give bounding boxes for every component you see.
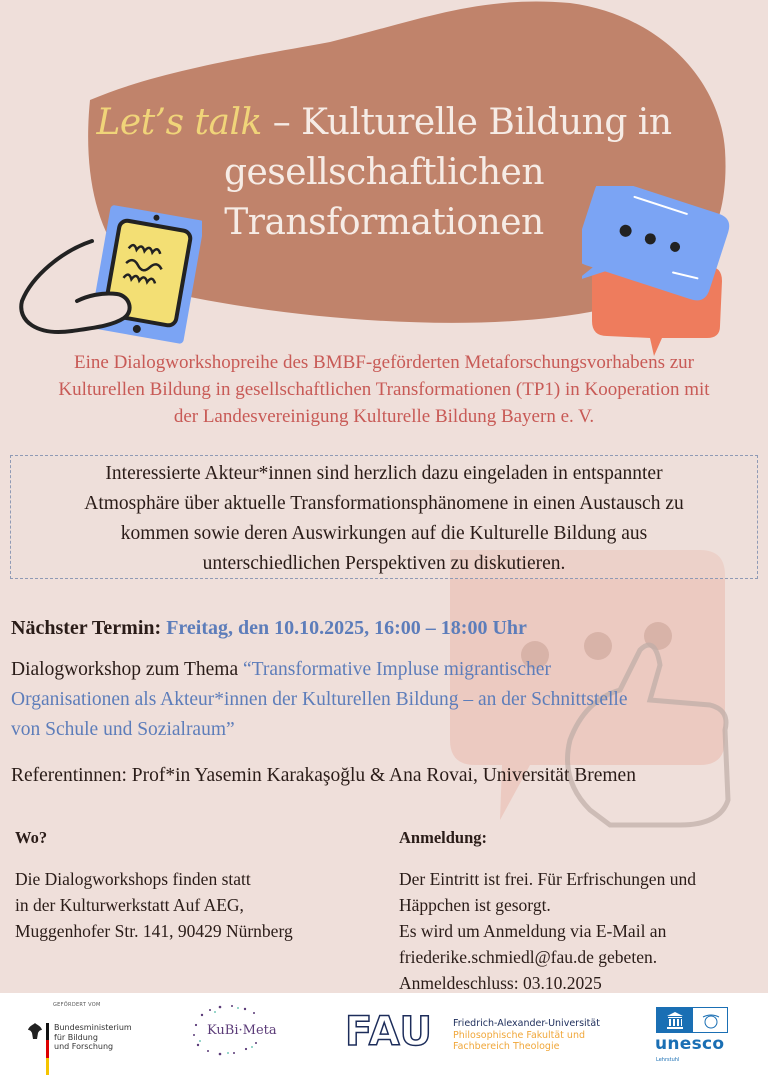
- topic-line-1: “Transformative Impluse migrantischer: [242, 659, 551, 680]
- workshop-topic: [11, 655, 761, 745]
- kubi-meta-logo: [190, 1003, 285, 1058]
- fau-line: Fachbereich Theologie: [453, 1041, 560, 1052]
- location-line: Die Dialogworkshops finden statt: [15, 869, 251, 889]
- title-line-1: Kulturelle Bildung in: [301, 102, 672, 143]
- intro-line: Eine Dialogworkshopreihe des BMBF-geförderten Metaforschungsvorhabens zur: [74, 352, 694, 373]
- registration-email[interactable]: friederike.schmiedl@fau.de gebeten.: [399, 947, 658, 967]
- next-date-value: Freitag, den 10.10.2025, 16:00 – 18:00 Uhr: [166, 617, 527, 639]
- kubi-meta-wordmark: KuBi·Meta: [207, 1023, 277, 1038]
- title-dash: –: [261, 102, 302, 143]
- bmbf-line: und Forschung: [54, 1042, 114, 1051]
- registration-deadline: Anmeldeschluss: 03.10.2025: [399, 973, 602, 993]
- registration-heading: Anmeldung:: [399, 828, 488, 847]
- chair-globe-icon: [697, 1011, 725, 1031]
- location-line: Muggenhofer Str. 141, 90429 Nürnberg: [15, 921, 293, 941]
- title-line-3: Transformationen: [224, 202, 544, 243]
- fau-line: Philosophische Fakultät und: [453, 1029, 585, 1041]
- unesco-emblem: [656, 1007, 728, 1033]
- registration-line: Es wird um Anmeldung via E-Mail an: [399, 921, 667, 941]
- intro-text: [10, 349, 758, 430]
- bmbf-logo: [28, 999, 138, 1069]
- german-flag-bar: [46, 1023, 49, 1075]
- fau-line: Friedrich-Alexander-Universität: [453, 1018, 600, 1029]
- speakers: Referentinnen: Prof*in Yasemin Karakaşoğlu & Ana Rovai, Universität Bremen: [11, 765, 636, 786]
- fau-logo: [345, 1009, 615, 1055]
- topic-label: Dialogworkshop zum Thema: [11, 659, 243, 680]
- unesco-chair-label: Lehrstuhl: [656, 1057, 680, 1063]
- bmbf-line: für Bildung: [54, 1032, 98, 1042]
- location-line: in der Kulturwerkstatt Auf AEG,: [15, 895, 244, 915]
- page-title: [70, 98, 698, 248]
- registration-line: Der Eintritt ist frei. Für Erfrischungen und: [399, 869, 696, 889]
- title-accent: Let’s talk: [96, 102, 262, 143]
- invitation-line: Atmosphäre über aktuelle Transformationsphänomene in einen Austausch zu: [84, 493, 684, 514]
- intro-line: Kulturellen Bildung in gesellschaftlichen Transformationen (TP1) in Kooperation mit: [58, 379, 710, 400]
- bmbf-funded-by: GEFÖRDERT VOM: [53, 1002, 101, 1008]
- next-date: [11, 615, 527, 641]
- unesco-logo: [656, 1007, 731, 1067]
- sponsor-logos: [0, 993, 768, 1087]
- topic-line-2: Organisationen als Akteur*innen der Kulturellen Bildung – an der Schnittstelle: [11, 689, 628, 710]
- invitation-line: unterschiedlichen Perspektiven zu diskutieren.: [202, 553, 566, 574]
- intro-line: der Landesvereinigung Kulturelle Bildung Bayern e. V.: [173, 406, 595, 427]
- invitation-line: kommen sowie deren Auswirkungen auf die Kulturelle Bildung aus: [120, 523, 648, 544]
- location-section: [15, 825, 365, 944]
- invitation-line: Interessierte Akteur*innen sind herzlich dazu eingeladen in entspannter: [105, 463, 663, 484]
- location-heading: Wo?: [15, 828, 48, 847]
- fau-wordmark: FAU: [345, 1009, 433, 1055]
- title-line-2: gesellschaftlichen: [223, 152, 545, 193]
- registration-section: [399, 825, 759, 996]
- unesco-wordmark: unesco: [655, 1034, 725, 1054]
- federal-eagle-icon: [28, 1023, 42, 1039]
- invitation-box: [10, 455, 758, 579]
- temple-icon: [657, 1008, 693, 1032]
- bmbf-line: Bundesministerium: [54, 1023, 132, 1032]
- registration-line: Häppchen ist gesorgt.: [399, 895, 551, 915]
- next-date-label: Nächster Termin:: [11, 617, 162, 639]
- topic-line-3: von Schule und Sozialraum”: [11, 719, 235, 740]
